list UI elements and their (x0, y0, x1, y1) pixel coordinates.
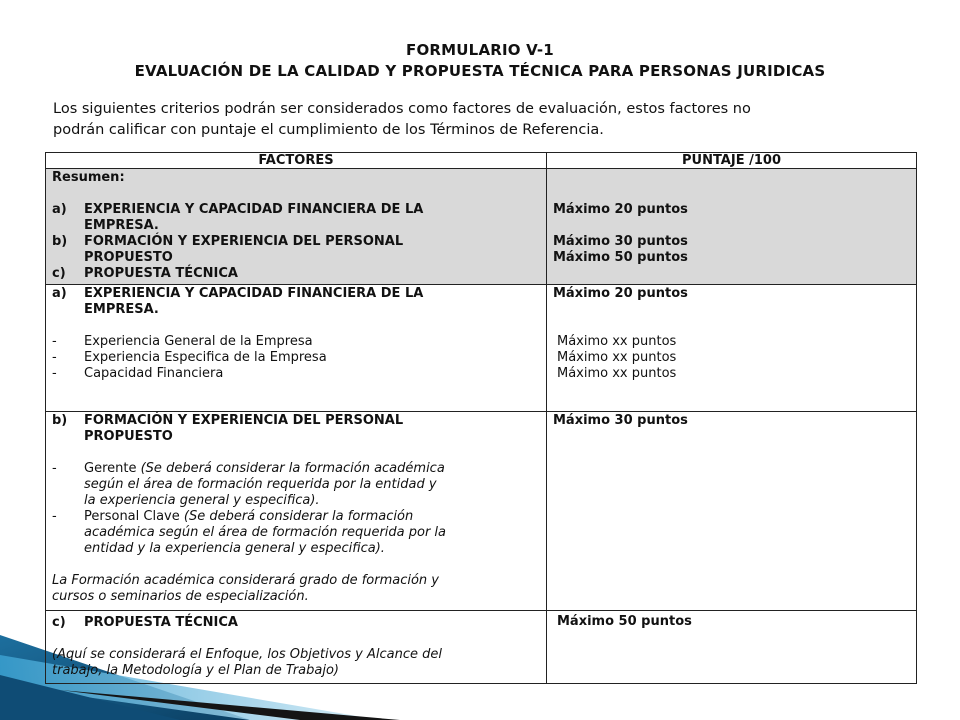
section-c-row (46, 611, 917, 684)
intro-paragraph (53, 99, 933, 141)
evaluation-table (45, 152, 917, 684)
section-b-points: Máximo 30 puntos (553, 413, 688, 428)
table-header-row (46, 153, 917, 169)
list-item-points: Máximo xx puntos (557, 350, 677, 365)
header-puntaje: PUNTAJE /100 (547, 153, 917, 169)
list-item: - Experiencia General de la Empresa (52, 334, 313, 349)
form-title: FORMULARIO V-1 (406, 41, 554, 59)
section-b-factors-cell (46, 412, 547, 611)
section-c-desc-2: trabajo, la Metodología y el Plan de Trabajo) (52, 663, 340, 678)
intro-line-1: Los siguientes criterios podrán ser considerados como factores de evaluación, estos factores no (53, 101, 751, 117)
gerente-cont-1: según el área de formación requerida por la entidad y (84, 477, 437, 492)
section-c-factors-cell (46, 611, 547, 684)
intro-line-2: podrán calificar con puntaje el cumplimiento de los Términos de Referencia. (53, 122, 604, 138)
section-c-desc-1: (Aquí se considerará el Enfoque, los Objetivos y Alcance del (52, 647, 442, 662)
list-item: - Experiencia Especifica de la Empresa (52, 350, 327, 365)
section-a-heading: a) EXPERIENCIA Y CAPACIDAD FINANCIERA DE LA (52, 286, 424, 301)
personal-cont-2: entidad y la experiencia general y especifica). (84, 541, 385, 556)
summary-factors-cell (46, 169, 547, 285)
section-b-heading: b) FORMACIÓN Y EXPERIENCIA DEL PERSONAL (52, 413, 404, 428)
section-a-row (46, 285, 917, 412)
section-c-points: Máximo 50 puntos (557, 614, 692, 629)
personal-cont-1: académica según el área de formación requerida por la (84, 525, 447, 540)
form-subtitle: EVALUACIÓN DE LA CALIDAD Y PROPUESTA TÉCNICA PARA PERSONAS JURIDICAS (134, 62, 826, 80)
section-b-heading-cont: PROPUESTO (84, 429, 173, 444)
list-item-points: Máximo xx puntos (557, 334, 677, 349)
summary-row (46, 169, 917, 285)
summary-item-a: a) EXPERIENCIA Y CAPACIDAD FINANCIERA DE LA (52, 202, 424, 217)
list-item-points: Máximo xx puntos (557, 366, 677, 381)
section-c-heading: c) PROPUESTA TÉCNICA (52, 615, 238, 630)
section-b-note-2: cursos o seminarios de especialización. (52, 589, 309, 604)
summary-item-a-cont: EMPRESA. (84, 218, 159, 233)
summary-item-b-cont: PROPUESTO (84, 250, 173, 265)
summary-points-b: Máximo 30 puntos (553, 234, 688, 249)
section-c-points-cell (547, 611, 917, 684)
header-factores: FACTORES (46, 153, 547, 169)
list-item-gerente: - Gerente (Se deberá considerar la formación académica (52, 461, 445, 476)
section-a-factors-cell (46, 285, 547, 412)
list-item-personal: - Personal Clave (Se deberá considerar la formación (52, 509, 414, 524)
summary-points-c: Máximo 50 puntos (553, 250, 688, 265)
summary-points-a: Máximo 20 puntos (553, 202, 688, 217)
section-b-row (46, 412, 917, 611)
gerente-cont-2: la experiencia general y especifica). (84, 493, 320, 508)
section-b-note-1: La Formación académica considerará grado de formación y (52, 573, 439, 588)
list-item: - Capacidad Financiera (52, 366, 224, 381)
summary-item-c: c) PROPUESTA TÉCNICA (52, 266, 238, 281)
section-a-heading-cont: EMPRESA. (84, 302, 159, 317)
section-b-points-cell (547, 412, 917, 611)
section-a-points: Máximo 20 puntos (553, 286, 688, 301)
summary-points-cell (547, 169, 917, 285)
section-a-points-cell (547, 285, 917, 412)
summary-label: Resumen: (52, 170, 125, 185)
summary-item-b: b) FORMACIÓN Y EXPERIENCIA DEL PERSONAL (52, 234, 404, 249)
